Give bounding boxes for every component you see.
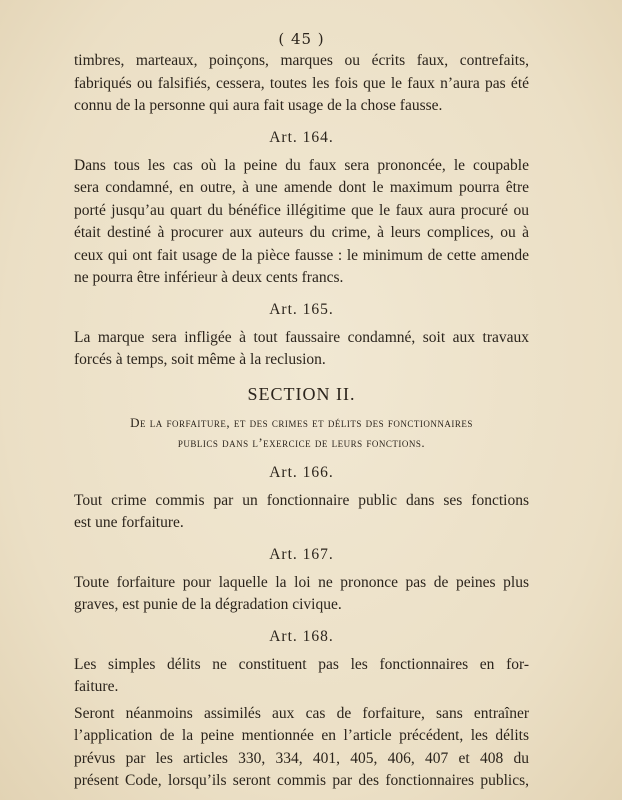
- article-164-text: [74, 155, 529, 290]
- subtitle-line: De la forfaiture, et des crimes et délits des fonctionnaires: [130, 414, 473, 430]
- text-line: Tout crime commis par un fonctionnaire public dans ses fonctions: [74, 491, 529, 509]
- text-line: graves, est punie de la dégradation civique.: [74, 596, 342, 613]
- article-168-continuation: [74, 703, 529, 793]
- text-line: Seront néanmoins assimilés aux cas de forfaiture, sans entraîner: [74, 704, 529, 722]
- text-line: forcés à temps, soit même à la reclusion.: [74, 351, 326, 368]
- text-line: ceux qui ont fait usage de la pièce fausse : le minimum de cette amende: [74, 246, 529, 264]
- page-content: [74, 30, 529, 793]
- text-line: Les simples délits ne constituent pas les fonctionnaires en for-: [74, 655, 529, 673]
- article-165-heading: Art. 165.: [269, 300, 334, 318]
- article-164-heading: Art. 164.: [269, 128, 334, 146]
- text-line: était destiné à procurer aux auteurs du crime, à leurs complices, ou à: [74, 224, 529, 241]
- text-line: porté jusqu’au quart du bénéfice illégitime que le faux aura procuré ou: [74, 201, 529, 219]
- article-167-heading: Art. 167.: [269, 545, 334, 563]
- subtitle-line: publics dans l’exercice de leurs fonctions.: [177, 434, 426, 450]
- text-line: faiture.: [74, 678, 119, 695]
- text-line: connu de la personne qui aura fait usage de la chose fausse.: [74, 97, 443, 114]
- article-166-text: [74, 490, 529, 535]
- text-line: ne pourra être inférieur à deux cents francs.: [74, 269, 344, 286]
- article-168-heading: Art. 168.: [269, 627, 334, 645]
- text-line: sera condamné, en outre, à une amende dont le maximum pourra être: [74, 179, 529, 196]
- text-line: présent Code, lorsqu’ils seront commis par des fonctionnaires publics,: [74, 772, 529, 789]
- article-166-heading: Art. 166.: [269, 463, 334, 481]
- article-165-text: [74, 327, 529, 372]
- article-167-text: [74, 572, 529, 617]
- text-line: timbres, marteaux, poinçons, marques ou écrits faux, contrefaits,: [74, 52, 529, 69]
- text-line: La marque sera infligée à tout faussaire condamné, soit aux travaux: [74, 328, 529, 346]
- text-line: est une forfaiture.: [74, 514, 184, 531]
- text-line: prévus par les articles 330, 334, 401, 405, 406, 407 et 408 du: [74, 749, 529, 767]
- section-title: SECTION II.: [247, 383, 356, 404]
- page-number: ( 45 ): [278, 30, 325, 48]
- section-subtitle: [74, 413, 529, 453]
- text-line: Toute forfaiture pour laquelle la loi ne prononce pas de peines plus: [74, 573, 529, 591]
- intro-paragraph: [74, 50, 529, 118]
- text-line: fabriqués ou falsifiés, cessera, toutes les fois que le faux n’aura pas été: [74, 74, 529, 92]
- text-line: Dans tous les cas où la peine du faux sera prononcée, le coupable: [74, 156, 529, 174]
- article-168-text: [74, 654, 529, 699]
- text-line: l’application de la peine mentionnée en l’article précédent, les délits: [74, 727, 529, 744]
